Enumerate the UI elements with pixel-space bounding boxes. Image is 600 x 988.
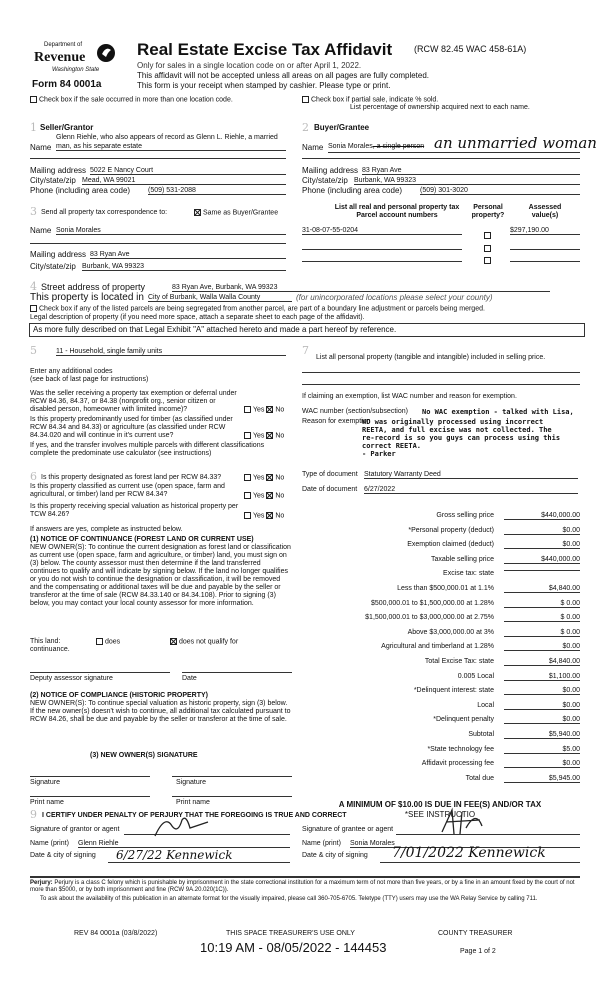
buyer-city-field[interactable]: Burbank, WA 99323 (354, 177, 580, 185)
county-treasurer: COUNTY TREASURER (438, 930, 513, 937)
corr-name-label: Name (30, 226, 52, 235)
calc-label: *State technology fee (427, 745, 494, 753)
additional-codes: Enter any additional codes (30, 368, 113, 375)
exemption-text: If claiming an exemption, list WAC number and reason for exemption. (302, 393, 517, 400)
calc-amount[interactable]: $ 0.00 (504, 614, 580, 622)
calc-label: $1,500,000.01 to $3,000,000.00 at 2.75% (365, 614, 494, 622)
deputy-date-label: Date (182, 675, 197, 682)
doc-type-label: Type of document (302, 471, 358, 478)
page-title: Real Estate Excise Tax Affidavit (137, 40, 393, 59)
certify-heading: I CERTIFY UNDER PENALTY OF PERJURY THAT THE FOREGOING IS TRUE AND CORRECT (42, 812, 347, 819)
personal-checkbox-1[interactable] (484, 232, 491, 239)
use-code-field[interactable]: 11 - Household, single family units (56, 348, 286, 356)
forest-no-checkbox[interactable] (266, 474, 273, 481)
personal-head: Personal property? (471, 204, 505, 219)
seller-phone-label: Phone (including area code) (30, 186, 131, 195)
grantor-date-label: Date & city of signing (30, 852, 96, 859)
q1-yes-checkbox[interactable] (244, 406, 251, 413)
continuance-label: continuance. (30, 646, 70, 653)
calc-label: $500,000.01 to $1,500,000.00 at 1.28% (371, 599, 494, 607)
q-exemption: Was the seller receiving a property tax exemption or deferral under RCW 84.36, 84.37, or 84.38 (nonprofit org., senior citizen or disabled person, homeowner with limited income)? (30, 390, 237, 413)
corr-mail-label: Mailing address (30, 250, 87, 259)
q-forest: Is this property designated as forest land per RCW 84.33? (41, 474, 222, 481)
partial-sale-sub: List percentage of ownership acquired next to each name. (350, 104, 530, 111)
calc-row (300, 746, 580, 758)
section-7-number: 7 (302, 344, 309, 357)
does-checkbox[interactable] (96, 638, 103, 645)
calc-label: *Delinquent penalty (433, 716, 494, 724)
wa-seal-icon (96, 42, 116, 64)
calc-row (300, 556, 580, 568)
multi-location-check[interactable]: Check box if the sale occurred in more than one location code. (30, 96, 233, 104)
section-4-number: 4 (30, 280, 37, 293)
calc-row (300, 541, 580, 553)
calc-amount[interactable] (504, 570, 580, 571)
calc-label: Less than $500,000.01 at 1.1% (397, 585, 494, 592)
citation: (RCW 82.45 WAC 458-61A) (414, 44, 527, 54)
calc-amount[interactable]: $ 0.00 (504, 600, 580, 608)
notice1-head: (1) NOTICE OF CONTINUANCE (FOREST LAND OR CURRENT USE) (30, 536, 254, 543)
note1: This affidavit will not be accepted unless all areas on all pages are fully completed. (137, 71, 430, 80)
grantor-name-field[interactable]: Glenn Riehle (78, 840, 290, 848)
seller-city-label: City/state/zip (30, 176, 76, 185)
calc-amount[interactable]: $0.00 (504, 541, 580, 549)
personal-property-text: List all personal property (tangible and intangible) included in selling price. (316, 354, 546, 361)
calc-amount[interactable]: $4,840.00 (504, 585, 580, 593)
calc-amount[interactable]: $440,000.00 (504, 512, 580, 520)
notice2-head: (2) NOTICE OF COMPLIANCE (HISTORIC PROPERTY) (30, 692, 208, 699)
buyer-mail-field[interactable]: 83 Ryan Ave (362, 167, 580, 175)
reason-value[interactable]: WD was originally processed using incorrect REETA, and full excise was not collected. The re-record is so you guys can process using this correct REETA. - Parker (362, 418, 561, 458)
calc-row (300, 512, 580, 524)
seller-name-label: Name (30, 143, 52, 152)
recording-stamp: 10:19 AM - 08/05/2022 - 144453 (200, 940, 387, 955)
notice2-body: NEW OWNER(S): To continue special valuation as historic property, sign (3) below. If the new owner(s) doesn't wish to continue, all additional tax calculated pursuant to RCW 84.26, shall be due and payable by the seller or transferor at the time of sale. (30, 700, 291, 723)
buyer-name-label: Name (302, 143, 324, 152)
q-historic: Is this property receiving special valuation as historical property per TCW 84.26? (30, 503, 239, 518)
treasurer-use: THIS SPACE TREASURER'S USE ONLY (226, 930, 355, 937)
calc-amount[interactable]: $0.00 (504, 760, 580, 768)
calc-row (300, 658, 580, 670)
q2-note: If yes, and the transfer involves multiple parcels with different classifications complete the predominate use calculator (see instructions) (30, 442, 265, 457)
perjury-statement: Perjury: Perjury is a class C felony which is punishable by imprisonment in the state correctional institution for a maximum term of not more than five years, or by a fine in an amount fixed by the court of not more than $5000, or by both imprisonment and fine (RCW 9A.20.020(1C)). (30, 880, 575, 893)
accessibility-note: To ask about the availability of this publication in an alternate format for the visually impaired, please call 360-705-6705. Teletype (TTY) users may use the WA Relay Service by calling 711. (40, 896, 538, 902)
grantee-signature-icon (436, 806, 486, 838)
corr-mail-field[interactable]: 83 Ryan Ave (90, 251, 286, 259)
legal-desc: Legal description of property (if you need more space, attach a separate sheet to each page of the affidavit). (30, 314, 365, 321)
same-as-buyer-checkbox[interactable] (194, 209, 201, 216)
corr-name-field[interactable]: Sonia Morales (56, 227, 286, 235)
section-3-number: 3 (30, 205, 37, 218)
wac-label: WAC number (section/subsection) (302, 408, 408, 415)
corr-city-field[interactable]: Burbank, WA 99323 (82, 263, 286, 271)
reason-label: Reason for exemption (302, 418, 371, 425)
buyer-heading: Buyer/Grantee (314, 123, 370, 132)
calc-row (300, 702, 580, 714)
grantor-name-label: Name (print) (30, 840, 69, 847)
calc-label: 0.005 Local (457, 672, 494, 680)
historic-no-checkbox[interactable] (266, 512, 273, 519)
dept-line3: Washington State (52, 67, 100, 73)
street-field[interactable]: 83 Ryan Ave, Burbank, WA 99323 (172, 284, 550, 292)
calc-label: Excise tax: state (443, 570, 494, 578)
calc-amount[interactable]: $0.00 (504, 527, 580, 535)
multi-location-checkbox[interactable] (30, 96, 37, 103)
parcel-number-3[interactable] (302, 253, 462, 262)
calc-row (300, 716, 580, 728)
notice1-body: NEW OWNER(S): To continue the current designation as forest land or classification as current use (open space, farm and agriculture, or timber) land, you must sign on (3) below. The county assessor must then determine if the land transferred continues to qualify and will indicate by signing below. If the land no longer qualifies or you do not wish to continue the designation or classification, it will be removed and the compensating or additional taxes will be due and payable by the seller or transferor at the time of sale (RCW 84.33.140 or 84.34.108). Prior to signing (3) below, you may contact your local county assessor for more information. (30, 544, 291, 607)
calc-amount[interactable]: $4,840.00 (504, 658, 580, 666)
buyer-city-label: City/state/zip (302, 176, 348, 185)
boundary-checkbox[interactable] (30, 305, 37, 312)
located-note: (for unincorporated locations please select your county) (296, 293, 493, 302)
rev-number: REV 84 0001a (03/8/2022) (74, 930, 158, 937)
calc-label: Total Excise Tax: state (424, 658, 494, 665)
assessed-value-2[interactable] (510, 241, 580, 250)
calc-row (300, 760, 580, 772)
section-9-number: 9 (30, 808, 37, 821)
calc-row (300, 731, 580, 743)
calc-label: Agricultural and timberland at 1.28% (381, 643, 494, 651)
owner-print-label-1: Print name (30, 799, 64, 806)
owner-signature-label-2: Signature (176, 779, 206, 786)
seller-mail-label: Mailing address (30, 166, 87, 175)
grantee-date-handwritten: 7/01/2022 Kennewick (392, 845, 546, 861)
calc-amount[interactable]: $1,100.00 (504, 673, 580, 681)
boundary-check[interactable]: Check box if any of the listed parcels are being segregated from another parcel, are part of a boundary line adjustment or parcels being merged. (30, 305, 485, 313)
buyer-name-field[interactable]: Sonia Morales, a single person (328, 143, 580, 153)
same-as-buyer-check[interactable]: Same as Buyer/Grantee (194, 209, 278, 217)
assessed-value-3[interactable] (510, 253, 580, 262)
calc-amount[interactable]: $0.00 (504, 687, 580, 695)
calc-label: Local (477, 701, 494, 709)
street-label: Street address of property (41, 282, 146, 292)
legal-exhibit-box[interactable]: As more fully described on that Legal Exhibit "A" attached hereto and made a part hereof by reference. (29, 323, 585, 337)
grantee-name-field[interactable]: Sonia Morales (350, 840, 580, 848)
section-1-number: 1 (30, 121, 37, 134)
partial-sale-checkbox[interactable] (302, 96, 309, 103)
forest-yes-checkbox[interactable] (244, 474, 251, 481)
grantor-date-handwritten: 6/27/22 Kennewick (116, 848, 233, 862)
grantor-signature-icon (150, 812, 210, 840)
calc-label: Gross selling price (436, 512, 494, 519)
calc-label: Affidavit processing fee (421, 760, 494, 768)
calc-amount[interactable]: $5,940.00 (504, 731, 580, 739)
calc-label: *Delinquent interest: state (413, 687, 494, 695)
correspondence-label: Send all property tax correspondence to: (41, 209, 168, 216)
doc-date-field[interactable]: 6/27/2022 (364, 486, 578, 494)
calc-row (300, 687, 580, 699)
owner-signature-label-1: Signature (30, 779, 60, 786)
seller-name-field[interactable]: man, as his separate estate (56, 143, 286, 151)
section-5-number: 5 (30, 344, 37, 357)
dept-line1: Department of (44, 42, 83, 48)
calc-label: Total due (465, 774, 494, 782)
personal-checkbox-3[interactable] (484, 257, 491, 264)
buyer-mail-label: Mailing address (302, 166, 359, 175)
form-number: Form 84 0001a (32, 79, 102, 90)
calc-label: Taxable selling price (430, 555, 494, 563)
calc-row (300, 600, 580, 612)
calc-amount[interactable]: $ 0.00 (504, 629, 580, 637)
calc-row (300, 629, 580, 641)
calc-amount[interactable]: $440,000.00 (504, 556, 580, 564)
additional-codes-sub: (see back of last page for instructions) (30, 376, 149, 383)
calc-amount[interactable]: $5,945.00 (504, 775, 580, 783)
q-timber: Is this property predominantly used for timber (as classified under RCW 84.34 and 84.33) or agriculture (as classified under RCW 84.34.020 and will continue in it's current use? (30, 416, 233, 439)
located-field[interactable]: City of Burbank, Walla Walla County (148, 294, 292, 302)
doc-type-field[interactable]: Statutory Warranty Deed (364, 471, 578, 479)
see-instructions: *SEE INSTRUCTIO (404, 810, 476, 819)
deputy-signature-label: Deputy assessor signature (30, 675, 113, 682)
calc-row (300, 570, 580, 582)
parcel-number-2[interactable] (302, 241, 462, 250)
calc-label: Above $3,000,000.00 at 3% (407, 628, 494, 636)
located-label: This property is located in (30, 292, 144, 303)
calc-amount[interactable]: $0.00 (504, 702, 580, 710)
assessed-value-1[interactable]: $297,190.00 (510, 227, 580, 235)
section-2-number: 2 (302, 121, 309, 134)
seller-heading: Seller/Grantor (40, 123, 94, 132)
current-use-yes-checkbox[interactable] (244, 492, 251, 499)
calc-row (300, 527, 580, 539)
q2-no-checkbox[interactable] (266, 432, 273, 439)
calc-label: *Personal property (deduct) (408, 526, 494, 534)
calc-amount[interactable]: $0.00 (504, 716, 580, 724)
revenue-logo (30, 40, 118, 82)
q1-no-checkbox[interactable] (266, 406, 273, 413)
grantee-date-label: Date & city of signing (302, 852, 368, 859)
sig-grantor-label: Signature of grantor or agent (30, 826, 120, 833)
calc-row (300, 585, 580, 597)
assessed-head: Assessed value(s) (528, 204, 562, 219)
this-land-label: This land: (30, 638, 61, 645)
if-yes-text: If answers are yes, complete as instructed below. (30, 526, 183, 533)
sig-grantee-label: Signature of grantee or agent (302, 826, 394, 833)
historic-yes-checkbox[interactable] (244, 512, 251, 519)
seller-city-field[interactable]: Mead, WA 99021 (82, 177, 286, 185)
partial-sale-check[interactable]: Check box if partial sale, indicate % sold. (302, 96, 438, 104)
buyer-name-handwritten: an unmarried woman (434, 134, 597, 152)
parcel-number-1[interactable]: 31-08-07-55-0204 (302, 227, 462, 235)
calc-amount[interactable]: $5.00 (504, 746, 580, 754)
calc-row (300, 643, 580, 655)
seller-phone-field[interactable]: (509) 531-2088 (148, 187, 286, 195)
owner-print-label-2: Print name (176, 799, 210, 806)
calc-label: Exemption claimed (deduct) (407, 541, 494, 549)
minimum-notice: A MINIMUM OF $10.00 IS DUE IN FEE(S) AND/OR TAX (338, 800, 542, 809)
parcel-head: List all real and personal property tax Parcel account numbers (334, 204, 460, 219)
page-number: Page 1 of 2 (460, 948, 496, 955)
buyer-phone-field[interactable]: (509) 301-3020 (420, 187, 580, 195)
corr-city-label: City/state/zip (30, 262, 76, 271)
calc-amount[interactable]: $0.00 (504, 643, 580, 651)
buyer-phone-label: Phone (including area code) (302, 186, 403, 195)
calc-row (300, 673, 580, 685)
calc-label: Subtotal (468, 731, 494, 738)
wac-value[interactable]: No WAC exemption - talked with Lisa, (422, 408, 574, 416)
seller-name-line1: Glenn Riehle, who also appears of record as Glenn L. Riehle, a married (56, 134, 278, 141)
q2-yes-checkbox[interactable] (244, 432, 251, 439)
doc-date-label: Date of document (302, 486, 358, 493)
grantee-name-label: Name (print) (302, 840, 341, 847)
section-6-number: 6 (30, 470, 37, 483)
calc-row (300, 775, 580, 787)
current-use-no-checkbox[interactable] (266, 492, 273, 499)
calc-row (300, 614, 580, 626)
q-current-use: Is this property classified as current use (open space, farm and agricultural, or timber) land per RCW 84.34? (30, 483, 225, 498)
note2: This form is your receipt when stamped by cashier. Please type or print. (137, 81, 391, 90)
new-owner-sig-head: (3) NEW OWNER(S) SIGNATURE (90, 752, 198, 759)
dept-line2: Revenue (34, 50, 86, 65)
subtitle: Only for sales in a single location code on or after April 1, 2022. (137, 61, 362, 70)
does-not-checkbox[interactable] (170, 638, 177, 645)
seller-mail-field[interactable]: 5022 E Nancy Court (90, 167, 286, 175)
